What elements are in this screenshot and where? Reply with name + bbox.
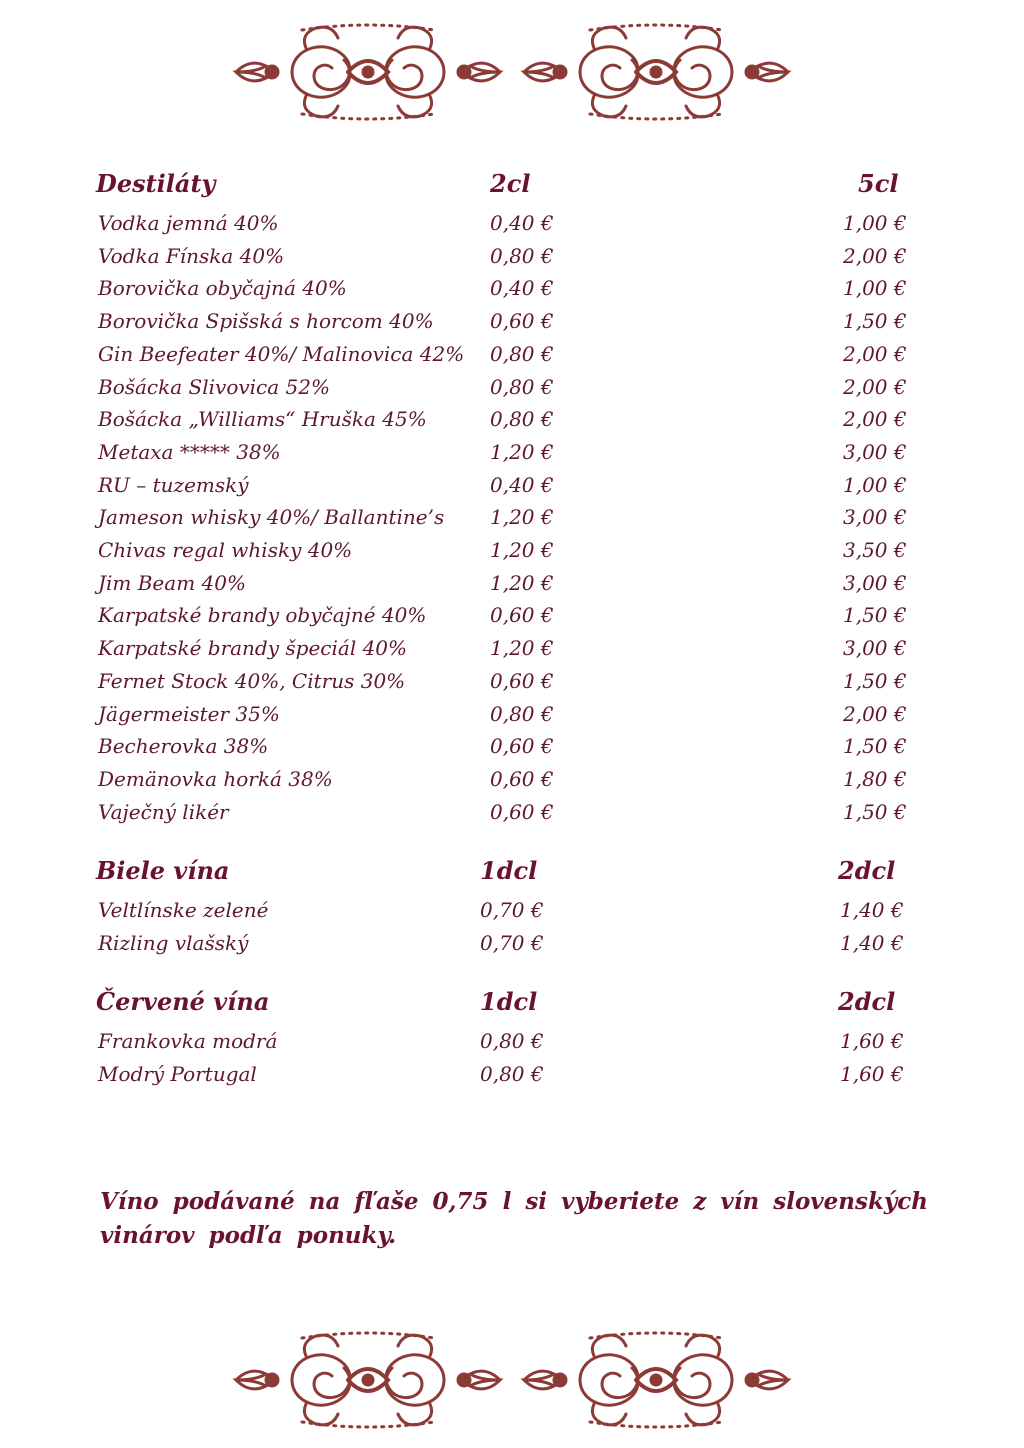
lace-ornament-icon (232, 1330, 504, 1430)
lace-ornament-icon (520, 1330, 792, 1430)
menu-item-row (0, 338, 1024, 370)
item-name: Veltlínske zelené (98, 898, 269, 922)
item-price-small: 1,20 € (490, 439, 554, 464)
item-price-large: 1,40 € (840, 930, 904, 955)
item-price-small: 0,60 € (490, 766, 554, 791)
menu-item-row (0, 567, 1024, 599)
item-price-large: 1,40 € (840, 898, 904, 922)
column-header-2dcl: 2dcl (838, 987, 896, 1016)
menu-item-row (0, 665, 1024, 697)
item-name: Vaječný likér (98, 799, 229, 824)
menu-item-row (0, 436, 1024, 468)
column-header-1dcl: 1dcl (480, 987, 538, 1016)
item-name: Becherovka 38% (98, 734, 269, 759)
lace-ornament-icon (232, 22, 504, 122)
item-price-small: 0,80 € (490, 407, 554, 432)
section-title: Červené vína (96, 987, 270, 1016)
item-name: Frankovka modrá (98, 1029, 278, 1053)
item-price-large: 1,60 € (840, 1029, 904, 1053)
menu-item-row (0, 240, 1024, 272)
item-name: RU – tuzemský (98, 472, 249, 497)
item-price-large: 1,50 € (843, 799, 907, 824)
item-name: Jameson whisky 40%/ Ballantine’s (98, 505, 445, 530)
item-price-small: 0,40 € (490, 276, 554, 301)
item-price-small: 0,40 € (490, 472, 554, 497)
menu-item-row (0, 501, 1024, 533)
item-price-large: 1,50 € (843, 603, 907, 628)
section-title: Destiláty (96, 169, 216, 198)
item-price-small: 0,80 € (480, 1029, 544, 1053)
lace-ornament-icon (520, 22, 792, 122)
item-price-small: 0,80 € (480, 1062, 544, 1086)
item-price-large: 2,00 € (843, 243, 907, 268)
item-price-small: 0,60 € (490, 668, 554, 693)
item-price-small: 0,60 € (490, 309, 554, 334)
bottom-ornament (0, 1330, 1024, 1430)
menu-item-row (0, 763, 1024, 795)
menu-item-row (0, 894, 1024, 926)
item-price-large: 2,00 € (843, 341, 907, 366)
item-price-small: 0,70 € (480, 930, 544, 955)
item-name: Vodka jemná 40% (98, 211, 279, 235)
item-price-large: 3,50 € (843, 538, 907, 562)
item-name: Jim Beam 40% (98, 570, 246, 595)
item-price-large: 1,60 € (840, 1062, 904, 1086)
section-heading-biele-vina (0, 855, 1024, 887)
menu-item-row (0, 272, 1024, 304)
item-name: Bošácka „Williams“ Hruška 45% (98, 407, 427, 432)
item-price-large: 3,00 € (843, 439, 907, 464)
menu-item-row (0, 632, 1024, 664)
column-header-2cl: 2cl (490, 169, 531, 198)
item-name: Gin Beefeater 40%/ Malinovica 42% (98, 341, 465, 366)
top-ornament (0, 22, 1024, 122)
item-price-large: 3,00 € (843, 505, 907, 530)
column-header-2dcl: 2dcl (838, 856, 896, 885)
item-price-large: 2,00 € (843, 374, 907, 399)
item-price-small: 0,60 € (490, 603, 554, 628)
menu-item-row (0, 469, 1024, 501)
section-heading-destilaty (0, 168, 1024, 200)
item-price-large: 3,00 € (843, 570, 907, 595)
item-price-small: 1,20 € (490, 538, 554, 562)
menu-item-row (0, 730, 1024, 762)
item-name: Karpatské brandy špeciál 40% (98, 636, 408, 661)
item-price-large: 1,50 € (843, 734, 907, 759)
item-name: Demänovka horká 38% (98, 766, 333, 791)
item-price-large: 1,80 € (843, 766, 907, 791)
item-price-small: 1,20 € (490, 570, 554, 595)
item-price-small: 0,40 € (490, 211, 554, 235)
menu-item-row (0, 1025, 1024, 1057)
menu-item-row (0, 599, 1024, 631)
item-price-small: 0,70 € (480, 898, 544, 922)
item-price-small: 0,80 € (490, 341, 554, 366)
menu-item-row (0, 207, 1024, 239)
item-price-small: 0,80 € (490, 374, 554, 399)
item-price-small: 0,60 € (490, 734, 554, 759)
item-name: Jägermeister 35% (98, 701, 280, 726)
item-price-large: 2,00 € (843, 701, 907, 726)
menu-item-row (0, 403, 1024, 435)
item-price-large: 1,00 € (843, 211, 907, 235)
item-price-large: 2,00 € (843, 407, 907, 432)
menu-item-row (0, 371, 1024, 403)
item-name: Karpatské brandy obyčajné 40% (98, 603, 427, 628)
section-title: Biele vína (96, 856, 230, 885)
item-price-large: 3,00 € (843, 636, 907, 661)
item-price-large: 1,50 € (843, 309, 907, 334)
item-name: Borovička obyčajná 40% (98, 276, 347, 301)
item-name: Chivas regal whisky 40% (98, 538, 353, 562)
item-price-small: 1,20 € (490, 636, 554, 661)
menu-item-row (0, 305, 1024, 337)
item-name: Vodka Fínska 40% (98, 243, 285, 268)
item-name: Rizling vlašský (98, 930, 249, 955)
item-name: Fernet Stock 40%, Citrus 30% (98, 668, 406, 693)
item-price-large: 1,50 € (843, 668, 907, 693)
column-header-1dcl: 1dcl (480, 856, 538, 885)
footer-note: Víno podávané na fľaše 0,75 l si vyberiete z vín slovenských vinárov podľa ponuky. (100, 1188, 928, 1249)
menu-item-row (0, 927, 1024, 959)
menu-item-row (0, 796, 1024, 828)
item-price-large: 1,00 € (843, 276, 907, 301)
item-name: Modrý Portugal (98, 1062, 257, 1086)
item-name: Borovička Spišská s horcom 40% (98, 309, 434, 334)
column-header-5cl: 5cl (858, 169, 899, 198)
item-name: Metaxa ***** 38% (98, 439, 281, 464)
menu-item-row (0, 534, 1024, 566)
item-price-small: 1,20 € (490, 505, 554, 530)
section-heading-cervene-vina (0, 986, 1024, 1018)
menu-item-row (0, 698, 1024, 730)
item-price-small: 0,80 € (490, 701, 554, 726)
item-price-large: 1,00 € (843, 472, 907, 497)
item-name: Bošácka Slivovica 52% (98, 374, 330, 399)
menu-item-row (0, 1058, 1024, 1090)
item-price-small: 0,60 € (490, 799, 554, 824)
item-price-small: 0,80 € (490, 243, 554, 268)
